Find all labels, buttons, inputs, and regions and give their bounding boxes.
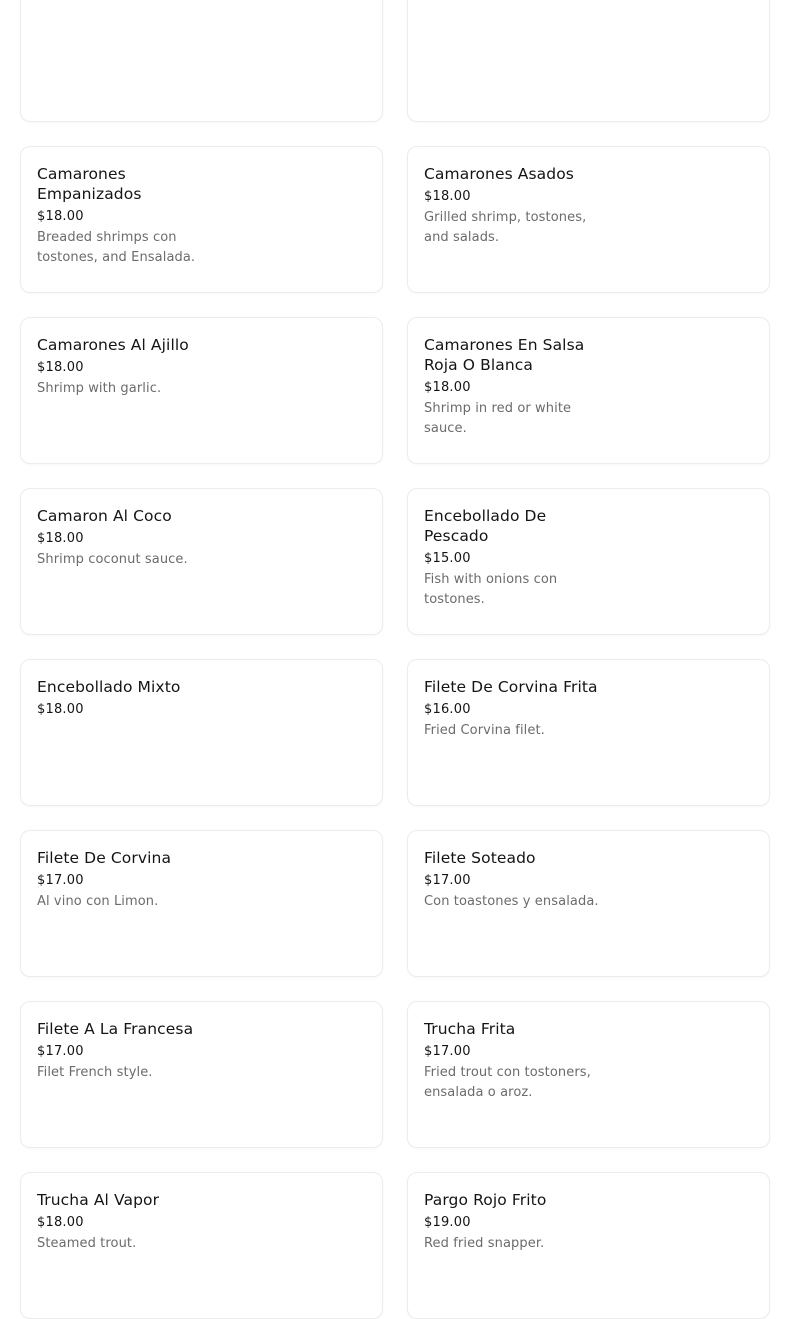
- menu-item-description: Steamed trout.: [37, 1236, 137, 1251]
- menu-item-card[interactable]: [407, 317, 770, 464]
- menu-item-name: Camarones Al Ajillo: [37, 336, 189, 354]
- menu-item-name: Camaron Al Coco: [37, 507, 172, 525]
- menu-item-price: $17.00: [37, 873, 84, 888]
- menu-item-text: [424, 164, 612, 248]
- menu-item-name: Encebollado De Pescado: [424, 507, 547, 545]
- menu-item-card[interactable]: [407, 0, 770, 122]
- menu-item-description: Shrimp coconut sauce.: [37, 552, 188, 567]
- menu-item-name: Filete Soteado: [424, 849, 536, 867]
- menu-item-name: Trucha Al Vapor: [37, 1191, 160, 1209]
- menu-item-text: [37, 1190, 225, 1254]
- menu-item-name: Filete A La Francesa: [37, 1020, 194, 1038]
- menu-item-name: Encebollado Mixto: [37, 678, 181, 696]
- menu-item-text: [37, 164, 225, 268]
- menu-item-price: $18.00: [37, 1215, 84, 1230]
- menu-item-description: Con toastones y ensalada.: [424, 894, 599, 909]
- menu-item-price: $17.00: [424, 873, 471, 888]
- menu-item-name: Pargo Rojo Frito: [424, 1191, 547, 1209]
- menu-item-card[interactable]: [407, 146, 770, 293]
- menu-item-price: $18.00: [37, 360, 84, 375]
- menu-item-description: Al vino con Limon.: [37, 894, 159, 909]
- menu-item-name: Trucha Frita: [424, 1020, 516, 1038]
- menu-item-text: [424, 677, 612, 741]
- menu-item-card[interactable]: [407, 659, 770, 806]
- menu-item-name: Filete De Corvina: [37, 849, 172, 867]
- menu-item-card[interactable]: [20, 317, 383, 464]
- menu-item-price: $18.00: [424, 189, 471, 204]
- menu-item-card[interactable]: [20, 488, 383, 635]
- menu-item-card[interactable]: [407, 830, 770, 977]
- menu-item-price: $18.00: [37, 531, 84, 546]
- menu-item-text: [424, 848, 612, 912]
- menu-item-text: [37, 506, 225, 570]
- menu-items-grid: [20, 0, 770, 1319]
- menu-item-description: Filet French style.: [37, 1065, 153, 1080]
- menu-item-card[interactable]: [20, 659, 383, 806]
- menu-item-price: $18.00: [37, 209, 84, 224]
- menu-item-card[interactable]: [20, 146, 383, 293]
- menu-item-text: [424, 1019, 612, 1103]
- menu-item-text: [424, 1190, 612, 1254]
- menu-item-description: Grilled shrimp, tostones, and salads.: [424, 210, 587, 245]
- menu-item-description: Shrimp in red or white sauce.: [424, 401, 572, 436]
- menu-item-text: [424, 506, 612, 610]
- menu-item-card[interactable]: [407, 488, 770, 635]
- menu-item-text: [424, 335, 612, 439]
- menu-item-name: Camarones Empanizados: [37, 165, 142, 203]
- menu-item-text: [37, 335, 225, 399]
- menu-item-price: $18.00: [37, 702, 84, 717]
- menu-item-price: $15.00: [424, 551, 471, 566]
- menu-item-description: Fish with onions con tostones.: [424, 572, 558, 607]
- menu-item-card[interactable]: [20, 830, 383, 977]
- menu-item-description: Red fried snapper.: [424, 1236, 545, 1251]
- menu-item-description: Breaded shrimps con tostones, and Ensalada.: [37, 230, 196, 265]
- menu-item-description: Shrimp with garlic.: [37, 381, 162, 396]
- menu-item-description: Fried Corvina filet.: [424, 723, 545, 738]
- menu-item-card[interactable]: [407, 1172, 770, 1319]
- menu-item-text: [37, 848, 225, 912]
- menu-item-text: [37, 1019, 225, 1083]
- menu-item-card[interactable]: [407, 1001, 770, 1148]
- menu-item-card[interactable]: [20, 1001, 383, 1148]
- menu-item-text: [37, 677, 225, 717]
- menu-item-price: $19.00: [424, 1215, 471, 1230]
- menu-item-price: $18.00: [424, 380, 471, 395]
- menu-item-name: Filete De Corvina Frita: [424, 678, 598, 696]
- menu-item-name: Camarones Asados: [424, 165, 574, 183]
- menu-item-name: Camarones En Salsa Roja O Blanca: [424, 336, 585, 374]
- menu-item-description: Fried trout con tostoners, ensalada o aroz.: [424, 1065, 591, 1100]
- menu-item-card[interactable]: [20, 0, 383, 122]
- menu-item-price: $16.00: [424, 702, 471, 717]
- menu-item-price: $17.00: [37, 1044, 84, 1059]
- menu-item-card[interactable]: [20, 1172, 383, 1319]
- menu-item-price: $17.00: [424, 1044, 471, 1059]
